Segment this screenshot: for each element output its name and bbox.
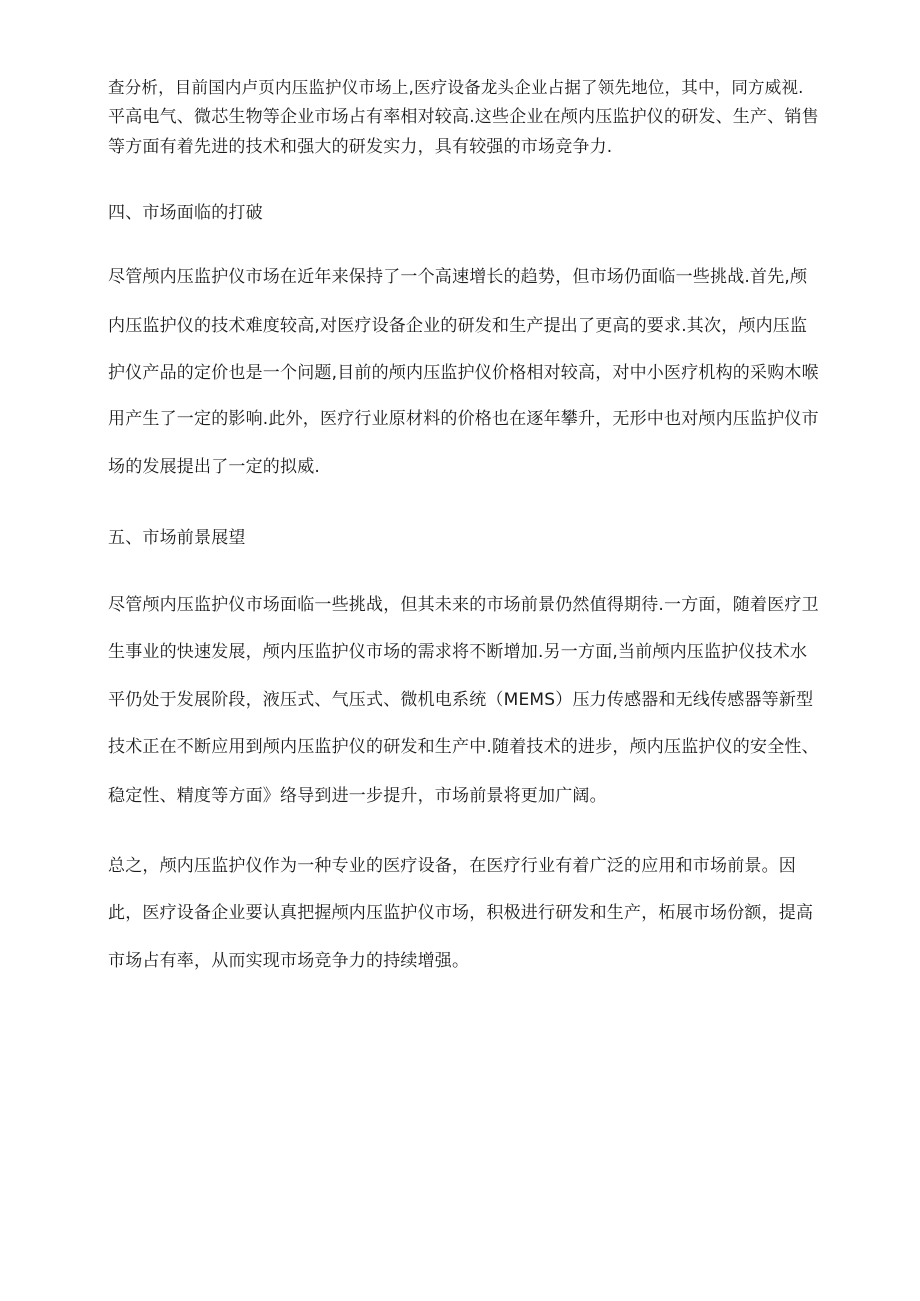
text-line: 用产生了一定的影响.此外，医疗行业原材料的价格也在逐年攀升，无形中也对颅内压监护仪市 [108,409,819,429]
text-line: 平仍处于发展阶段，液压式、气压式、微机电系统（MEMS）压力传感器和无线传感器等新型 [108,690,814,710]
text-line: 市场占有率，从而实现市场竞争力的持续增强。 [108,951,470,971]
text-line: 尽管颅内压监护仪市场面临一些挑战，但其未来的市场前景仍然值得期待.一方面，随着医疗卫 [108,595,819,615]
text-line: 稳定性、精度等方面》络导到进一步提升，市场前景将更加广阔。 [108,786,607,806]
text-line: 等方面有着先进的技术和强大的研发实力，具有较强的市场竞争力. [108,137,613,157]
text-line: 此，医疗设备企业要认真把握颅内压监护仪市场，积极进行研发和生产，柘展市场份额，提高 [108,903,814,923]
section-heading-5: 五、市场前景展望 [108,528,246,548]
text-line: 生事业的快速发展，颅内压监护仪市场的需求将不断增加.另一方面,当前颅内压监护仪技术水 [108,642,808,662]
text-line: 总之，颅内压监护仪作为一种专业的医疗设备，在医疗行业有着广泛的应用和市场前景。因 [108,856,796,876]
text-line: 平高电气、微芯生物等企业市场占有率相对较高.这些企业在颅内压监护仪的研发、生产、销售 [108,107,819,127]
text-line: 内压监护仪的技术难度较高,对医疗设备企业的研发和生产提出了更高的要求.其次，颅内压监 [108,316,808,336]
text-line: 尽管颅内压监护仪市场在近年来保持了一个高速增长的趋势，但市场仍面临一些挑战.首先,颅 [108,267,808,287]
text-line: 查分析，目前国内卢页内压监护仪市场上,医疗设备龙头企业占据了领先地位，其中，同方威视. [108,78,804,97]
text-line: 护仪产品的定价也是一个问题,目前的颅内压监护仪价格相对较高，对中小医疗机构的采购木喉 [108,363,819,383]
section-heading-4: 四、市场面临的打破 [108,203,263,223]
text-line: 场的发展提出了一定的拟威. [108,457,321,477]
text-line: 技术正在不断应用到颅内压监护仪的研发和生产中.随着技术的进步，颅内压监护仪的安全性、 [108,737,819,757]
